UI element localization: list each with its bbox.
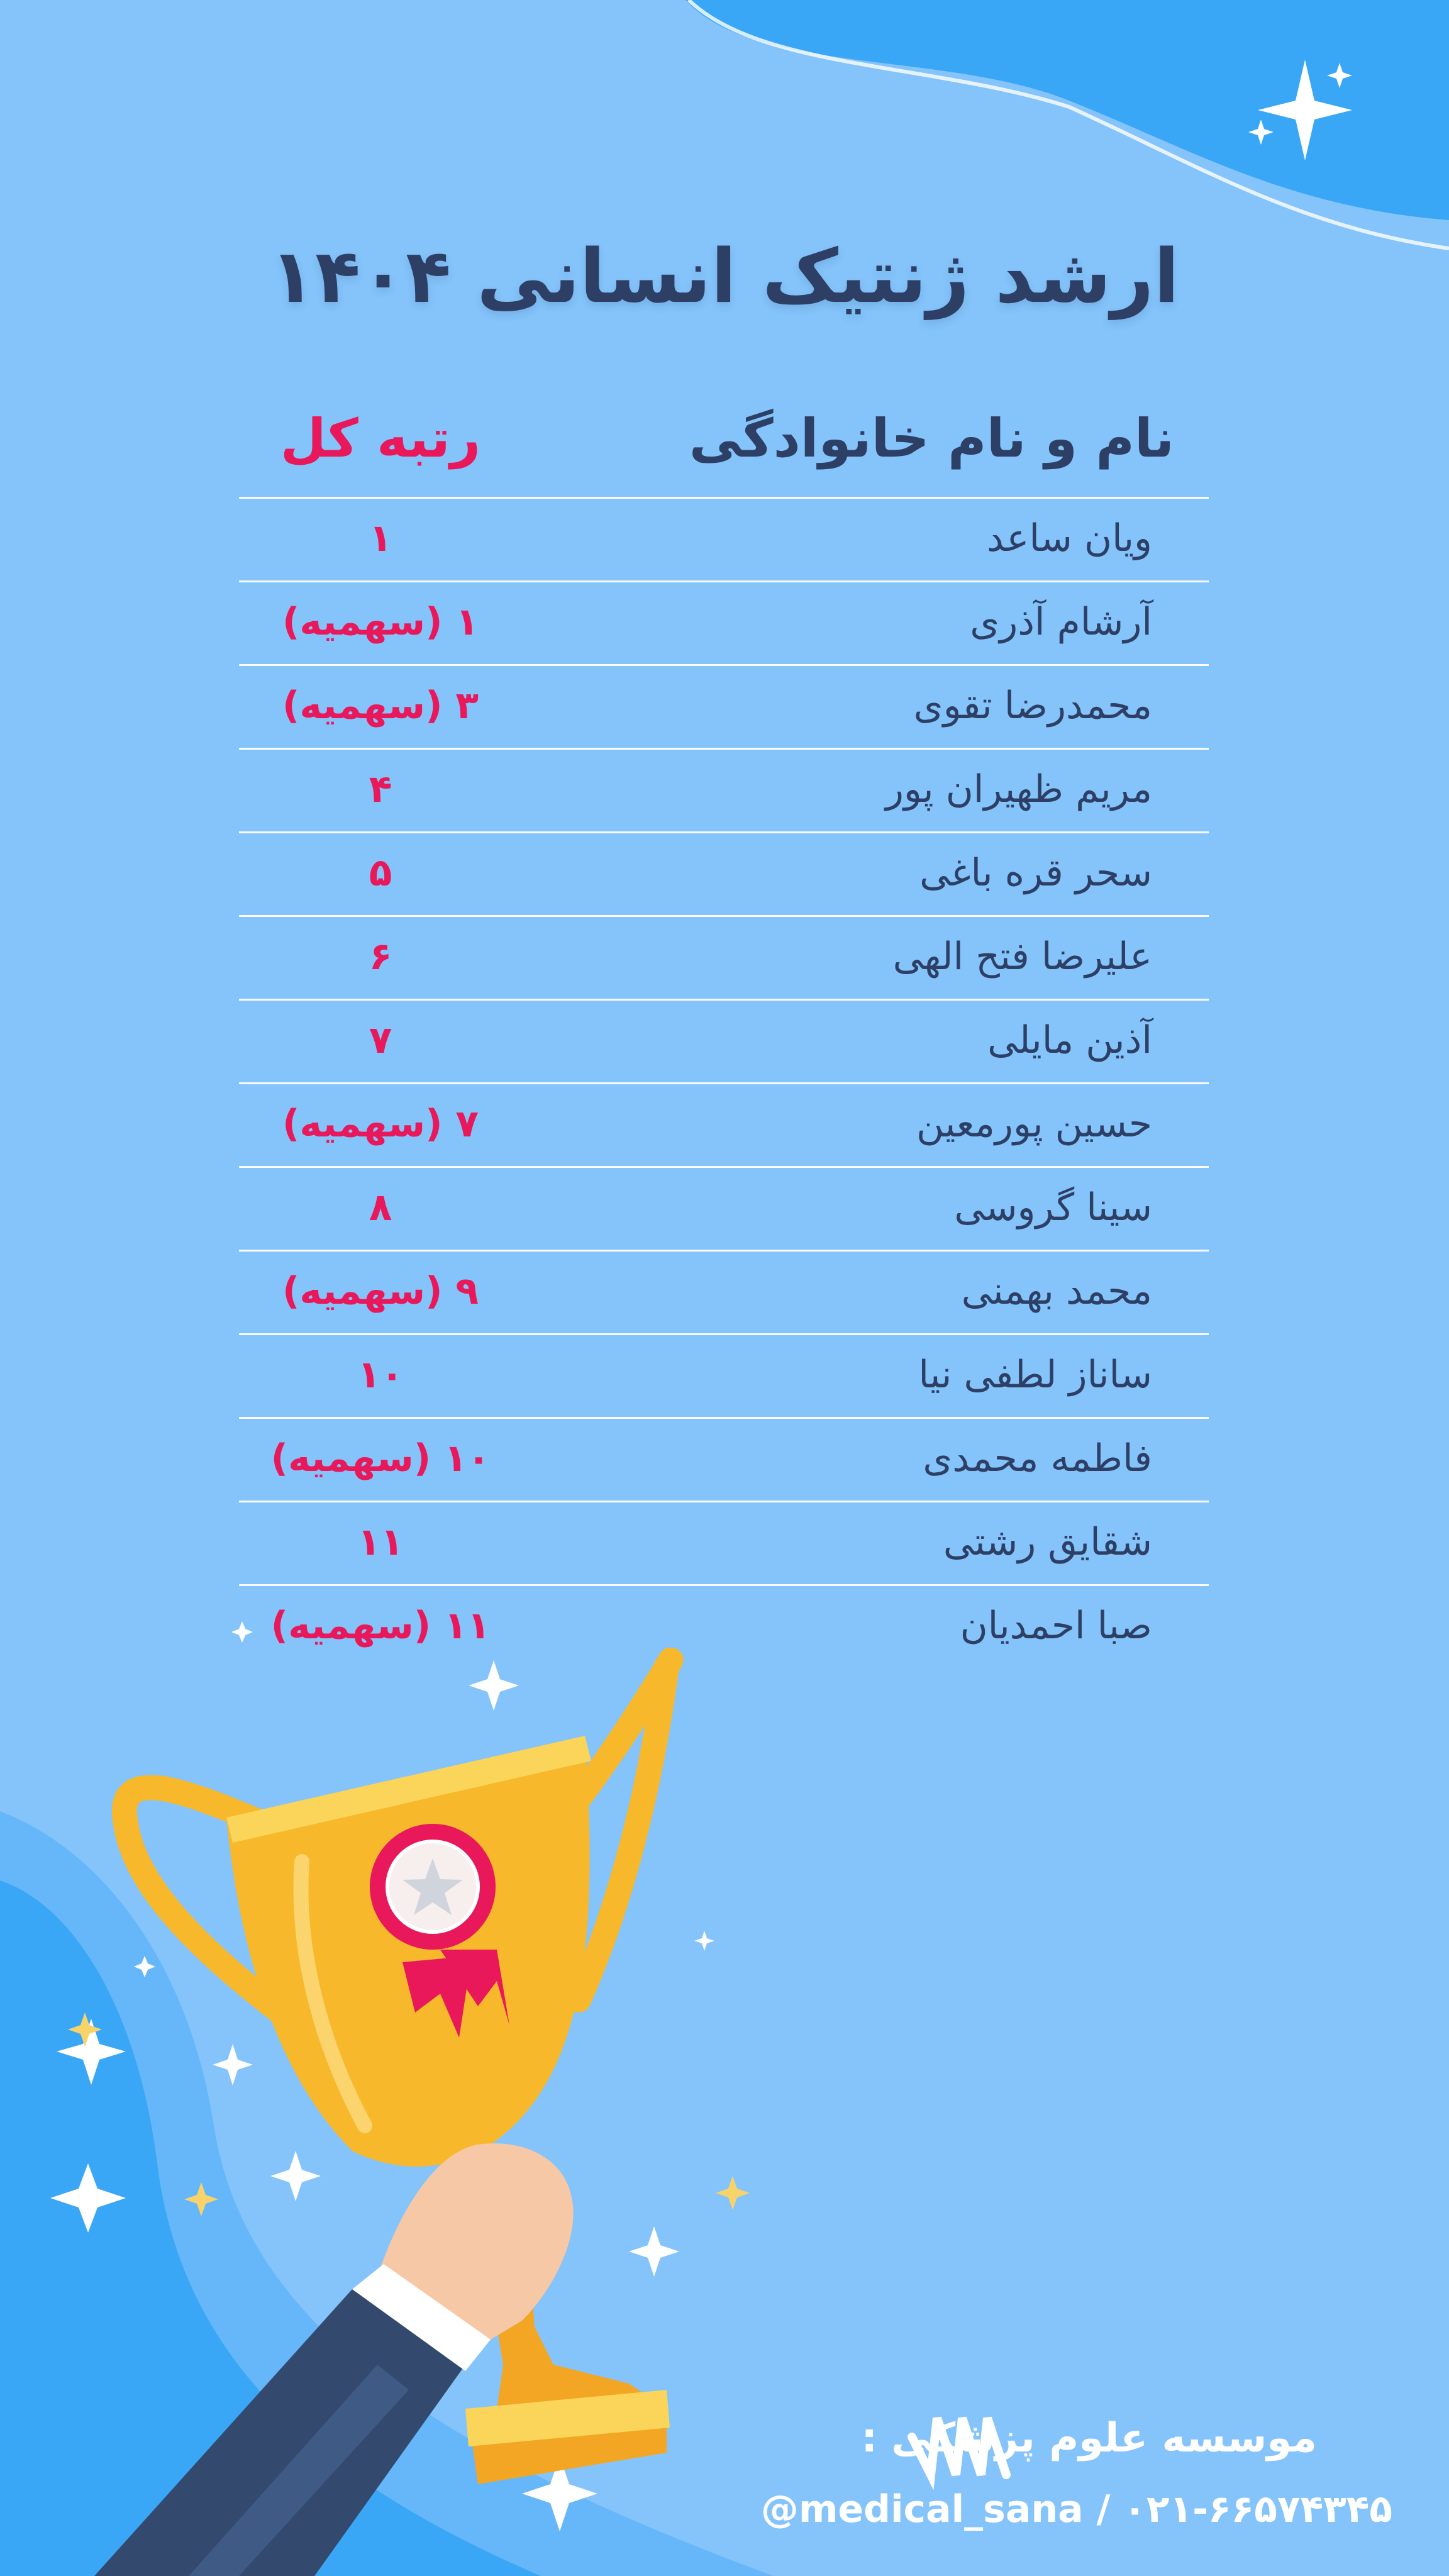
student-name: حسین پورمعین [916,1102,1152,1146]
student-name: فاطمه محمدی [923,1436,1152,1480]
table-row [239,1168,1209,1252]
student-rank: ۶ [369,935,392,979]
student-name: آذین مایلی [987,1018,1152,1062]
student-name: شقایق رشتی [943,1520,1152,1564]
student-name: ساناز لطفی نیا [918,1353,1152,1397]
student-rank: ۱۰ (سهمیه) [270,1436,491,1480]
table-row [239,582,1209,666]
table-row [239,499,1209,582]
student-rank: ۱ (سهمیه) [282,600,479,644]
student-rank: ۱۰ [357,1353,404,1397]
header-name: نام و نام خانوادگی [689,408,1174,469]
header-rank: رتبه کل [280,408,481,469]
student-rank: ۴ [369,767,392,811]
student-name: سحر قره باغی [919,851,1152,895]
table-row [239,833,1209,917]
student-name: مریم ظهیران پور [885,767,1152,811]
results-table [239,390,1209,1668]
contact-info[interactable]: @medical_sana / ۰۲۱-۶۶۵۷۴۳۴۵ [760,2487,1392,2531]
student-name: محمد بهمنی [961,1269,1152,1313]
table-row [239,1084,1209,1168]
table-row [239,750,1209,833]
student-rank: ۱ [369,516,392,560]
student-rank: ۸ [369,1185,392,1230]
table-row [239,1335,1209,1419]
page-title: ارشد ژنتیک انسانی ۱۴۰۴ [269,233,1180,319]
table-row [239,1586,1209,1668]
student-name: علیرضا فتح الهی [892,935,1152,979]
student-name: محمدرضا تقوی [913,684,1152,728]
student-rank: ۷ [369,1018,392,1062]
table-row [239,1419,1209,1502]
student-rank: ۵ [369,851,392,895]
table-row [239,666,1209,750]
student-rank: ۱۱ (سهمیه) [270,1604,491,1648]
table-row [239,1001,1209,1084]
institute-name: موسسه علوم پزشکی : [861,2415,1317,2462]
table-row [239,1252,1209,1335]
student-rank: ۹ (سهمیه) [282,1269,479,1313]
table-row [239,1502,1209,1586]
student-name: صبا احمدیان [960,1604,1152,1648]
student-rank: ۳ (سهمیه) [282,684,479,728]
student-rank: ۷ (سهمیه) [282,1102,479,1146]
student-name: ویان ساعد [987,516,1152,560]
table-header [239,390,1209,499]
table-row [239,917,1209,1001]
student-name: آرشام آذری [970,600,1152,644]
student-name: سینا گروسی [954,1185,1152,1230]
student-rank: ۱۱ [357,1520,404,1564]
